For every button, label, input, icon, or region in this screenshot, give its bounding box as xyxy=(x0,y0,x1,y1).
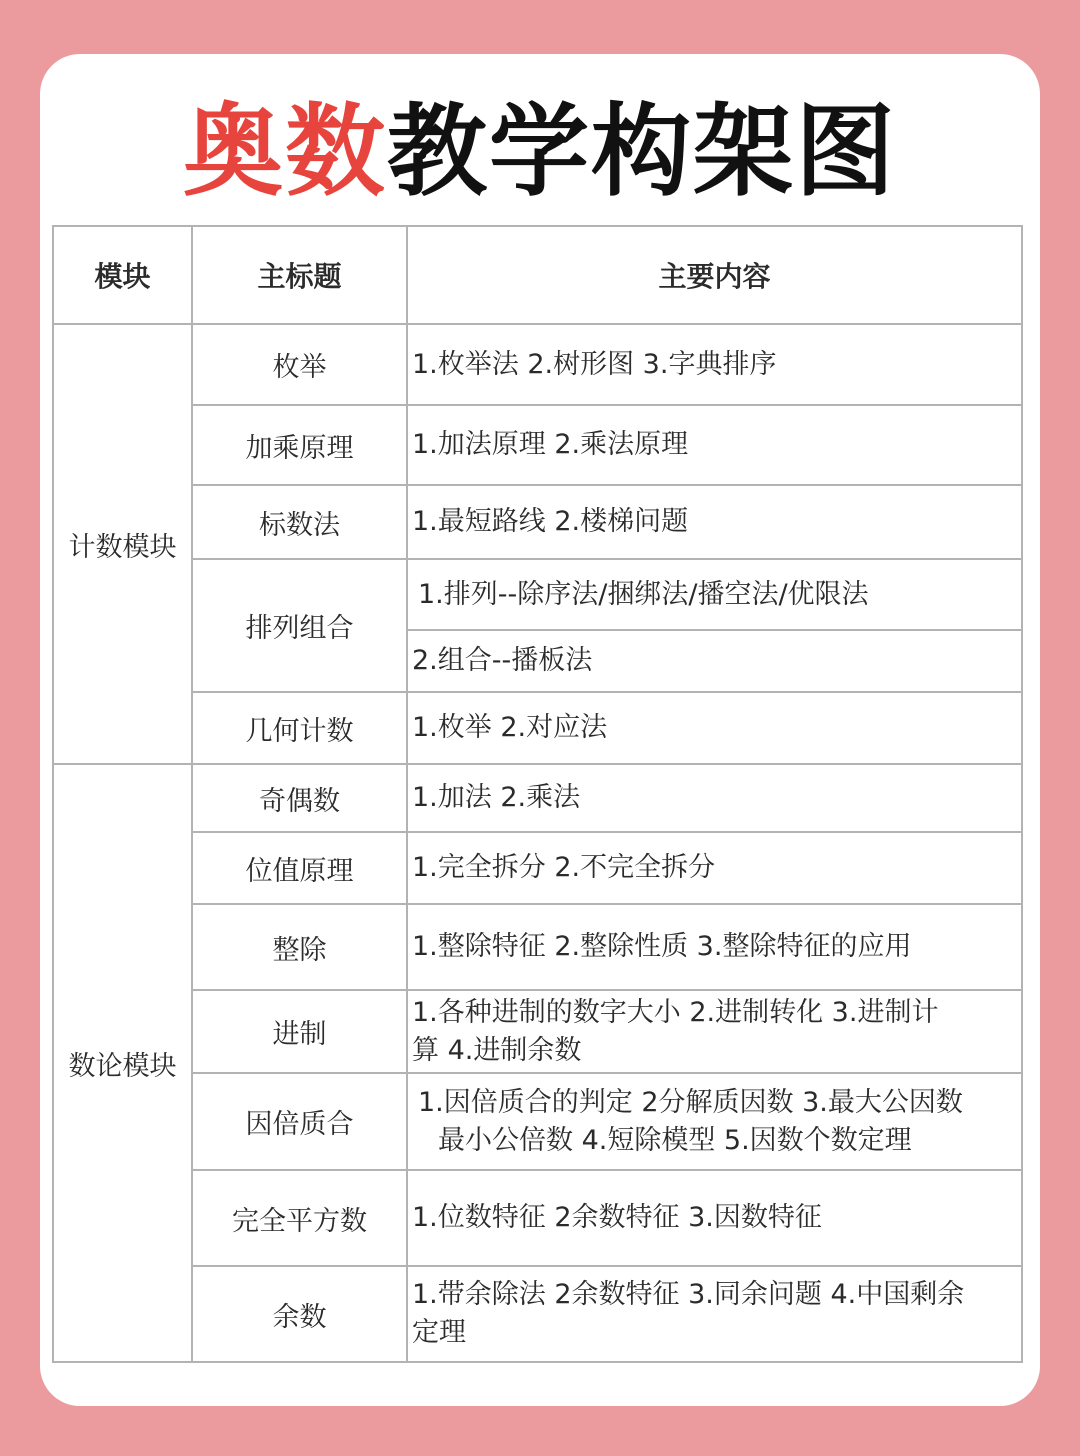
table-row xyxy=(53,990,1022,1073)
content-cell xyxy=(407,1073,1022,1170)
title-accent: 奥数 xyxy=(183,93,387,210)
topic-cell: 枚举 xyxy=(192,324,407,405)
content-cell: 1.整除特征 2.整除性质 3.整除特征的应用 xyxy=(407,904,1022,990)
table-row xyxy=(53,1170,1022,1266)
table-row xyxy=(53,1073,1022,1170)
header-content: 主要内容 xyxy=(407,226,1022,324)
page-title xyxy=(0,92,1080,212)
content-cell: 2.组合--播板法 xyxy=(407,630,1022,692)
table-row xyxy=(53,1266,1022,1362)
topic-cell: 完全平方数 xyxy=(192,1170,407,1266)
module-counting: 计数模块 xyxy=(53,324,192,764)
content-line: 1.因倍质合的判定 2分解质因数 3.最大公因数 xyxy=(418,1086,963,1118)
title-main: 教学构架图 xyxy=(387,93,897,210)
topic-cell: 排列组合 xyxy=(192,559,407,692)
content-cell: 1.加法 2.乘法 xyxy=(407,764,1022,832)
topic-cell: 因倍质合 xyxy=(192,1073,407,1170)
content-cell: 1.位数特征 2余数特征 3.因数特征 xyxy=(407,1170,1022,1266)
topic-cell: 进制 xyxy=(192,990,407,1073)
content-cell: 1.最短路线 2.楼梯问题 xyxy=(407,485,1022,559)
table-row xyxy=(53,904,1022,990)
module-number-theory: 数论模块 xyxy=(53,764,192,1362)
content-cell: 1.完全拆分 2.不完全拆分 xyxy=(407,832,1022,904)
topic-cell: 几何计数 xyxy=(192,692,407,764)
table-row xyxy=(53,405,1022,485)
content-cell: 1.枚举 2.对应法 xyxy=(407,692,1022,764)
content-line: 最小公倍数 4.短除模型 5.因数个数定理 xyxy=(438,1124,912,1156)
content-line: 算 4.进制余数 xyxy=(412,1034,582,1066)
content-line: 定理 xyxy=(412,1317,466,1348)
content-cell xyxy=(407,990,1022,1073)
content-cell xyxy=(407,1266,1022,1362)
header-topic: 主标题 xyxy=(192,226,407,324)
topic-cell: 余数 xyxy=(192,1266,407,1362)
table-row xyxy=(53,485,1022,559)
table-row xyxy=(53,764,1022,832)
curriculum-table xyxy=(52,225,1023,1363)
topic-cell: 标数法 xyxy=(192,485,407,559)
content-line: 1.带余除法 2余数特征 3.同余问题 4.中国剩余 xyxy=(412,1279,965,1310)
table-row xyxy=(53,324,1022,405)
topic-cell: 整除 xyxy=(192,904,407,990)
topic-cell: 奇偶数 xyxy=(192,764,407,832)
table-row xyxy=(53,559,1022,630)
content-line: 1.各种进制的数字大小 2.进制转化 3.进制计 xyxy=(412,996,939,1028)
content-cell: 1.排列--除序法/捆绑法/播空法/优限法 xyxy=(407,559,1022,630)
content-cell: 1.加法原理 2.乘法原理 xyxy=(407,405,1022,485)
content-cell: 1.枚举法 2.树形图 3.字典排序 xyxy=(407,324,1022,405)
header-module: 模块 xyxy=(53,226,192,324)
table-row xyxy=(53,692,1022,764)
topic-cell: 加乘原理 xyxy=(192,405,407,485)
table-header-row xyxy=(53,226,1022,324)
table-row xyxy=(53,832,1022,904)
topic-cell: 位值原理 xyxy=(192,832,407,904)
